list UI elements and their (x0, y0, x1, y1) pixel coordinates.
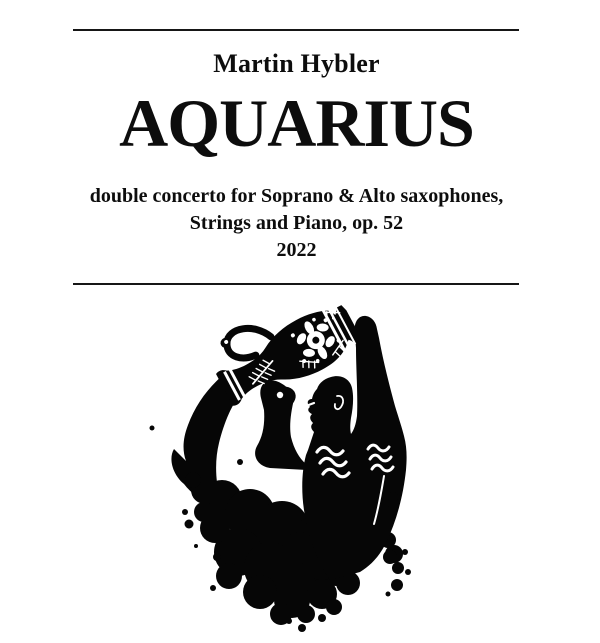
work-title: AQUARIUS (119, 85, 474, 161)
bottom-rule (73, 283, 519, 285)
composer-name: Martin Hybler (213, 49, 380, 78)
top-rule (73, 29, 519, 31)
subtitle-line-instrumentation: double concerto for Soprano & Alto saxophones, (89, 185, 504, 207)
aquarius-illustration (140, 295, 420, 635)
subtitle-line-opus: Strings and Piano, op. 52 (189, 212, 404, 234)
work-subtitle (0, 183, 593, 264)
subtitle-line-year: 2022 (276, 239, 317, 261)
